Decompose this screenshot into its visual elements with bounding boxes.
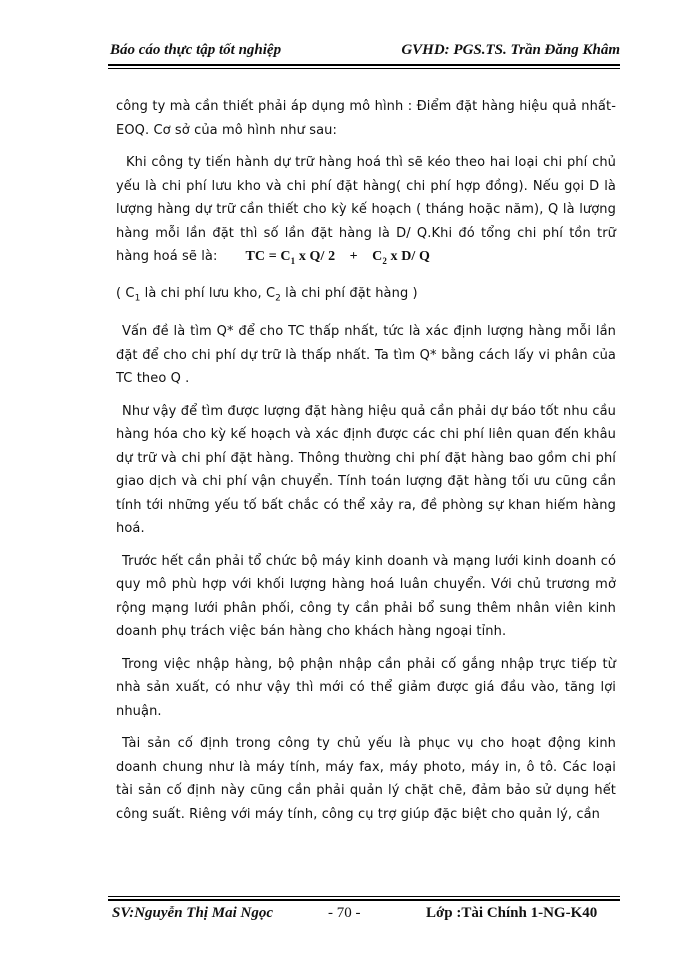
- paragraph-2-text: Khi công ty tiến hành dự trữ hàng hoá thì sẽ kéo theo hai loại chi phí chủ yếu là chi phí lưu kho và chi phí đặt hàng( chi phí hợp đồng). Nếu gọi D là lượng hàng dự trữ cần thiết cho kỳ kế hoạch ( tháng hoặc năm), Q là lượng hàng mỗi lần đặt thì số lần đặt hàng là D/ Q.Khi đó tổng chi phí tồn trữ hàng hoá sẽ là:: [116, 155, 616, 264]
- footer-student-name: SV:Nguyễn Thị Mai Ngọc: [112, 905, 273, 921]
- header-advisor: GVHD: PGS.TS. Trần Đăng Khâm: [401, 42, 620, 58]
- paragraph-4: Như vậy để tìm được lượng đặt hàng hiệu quả cần phải dự báo tốt nhu cầu hàng hóa cho kỳ kế hoạch và xác định được các chi phí liên quan đến khâu dự trữ và chi phí đặt hàng. Thông thường chi phí đặt hàng bao gồm chi phí giao dịch và chi phí vận chuyển. Tính toán lượng đặt hàng tối ưu cũng cần tính tới những yếu tố bất chắc có thể xảy ra, đề phòng sự khan hiếm hàng hoá.: [116, 403, 616, 537]
- header-report-title: Báo cáo thực tập tốt nghiệp: [110, 42, 282, 58]
- page-header: [108, 40, 620, 64]
- footer-rule-thin: [108, 896, 620, 897]
- header-rule-thin: [108, 68, 620, 69]
- tc-formula: TC = $C_1$ x Q/ 2 + $C_2$ x D/ Q: [245, 249, 431, 266]
- paragraph-3: Vấn đề là tìm Q* để cho TC thấp nhất, tức là xác định lượng hàng mỗi lần đặt để cho chi phí dự trữ là thấp nhất. Ta tìm Q* bằng cách lấy vi phân của TC theo Q .: [116, 324, 616, 387]
- footer-rule-thick: [108, 899, 620, 901]
- header-rule-thick: [108, 64, 620, 66]
- paragraph-2: [116, 151, 616, 273]
- document-body: [116, 95, 616, 835]
- paragraph-7: Tài sản cố định trong công ty chủ yếu là phục vụ cho hoạt động kinh doanh chung như là máy tính, máy fax, máy photo, máy in, ô tô. Các loại tài sản cố định này cũng cần phải quản lý chặt chẽ, đảm bảo sử dụng hết công suất. Riêng với máy tính, công cụ trợ giúp đặc biệt cho quản lý, cần: [116, 736, 616, 822]
- paragraph-5: Trước hết cần phải tổ chức bộ máy kinh doanh và mạng lưới kinh doanh có quy mô phù hợp với khối lượng hàng hoá luân chuyển. Với chủ trương mở rộng mạng lưới phân phối, công ty cần phải bổ sung thêm nhân viên kinh doanh phụ trách việc bán hàng cho khách hàng ngoại tỉnh.: [116, 553, 616, 640]
- paragraph-1: công ty mà cần thiết phải áp dụng mô hình : Điểm đặt hàng hiệu quả nhất- EOQ. Cơ sở của mô hình như sau:: [116, 99, 616, 138]
- paragraph-6: Trong việc nhập hàng, bộ phận nhập cần phải cố gắng nhập trực tiếp từ nhà sản xuất, có như vậy thì mới có thể giảm được giá đầu vào, tăng lợi nhuận.: [116, 656, 616, 719]
- footer-class: Lớp :Tài Chính 1-NG-K40: [426, 905, 598, 921]
- page-number: - 70 -: [328, 905, 361, 921]
- page-footer: [108, 903, 620, 927]
- cost-note: ( $C_1$ là chi phí lưu kho, $C_2$ là chi phí đặt hàng ): [116, 286, 418, 304]
